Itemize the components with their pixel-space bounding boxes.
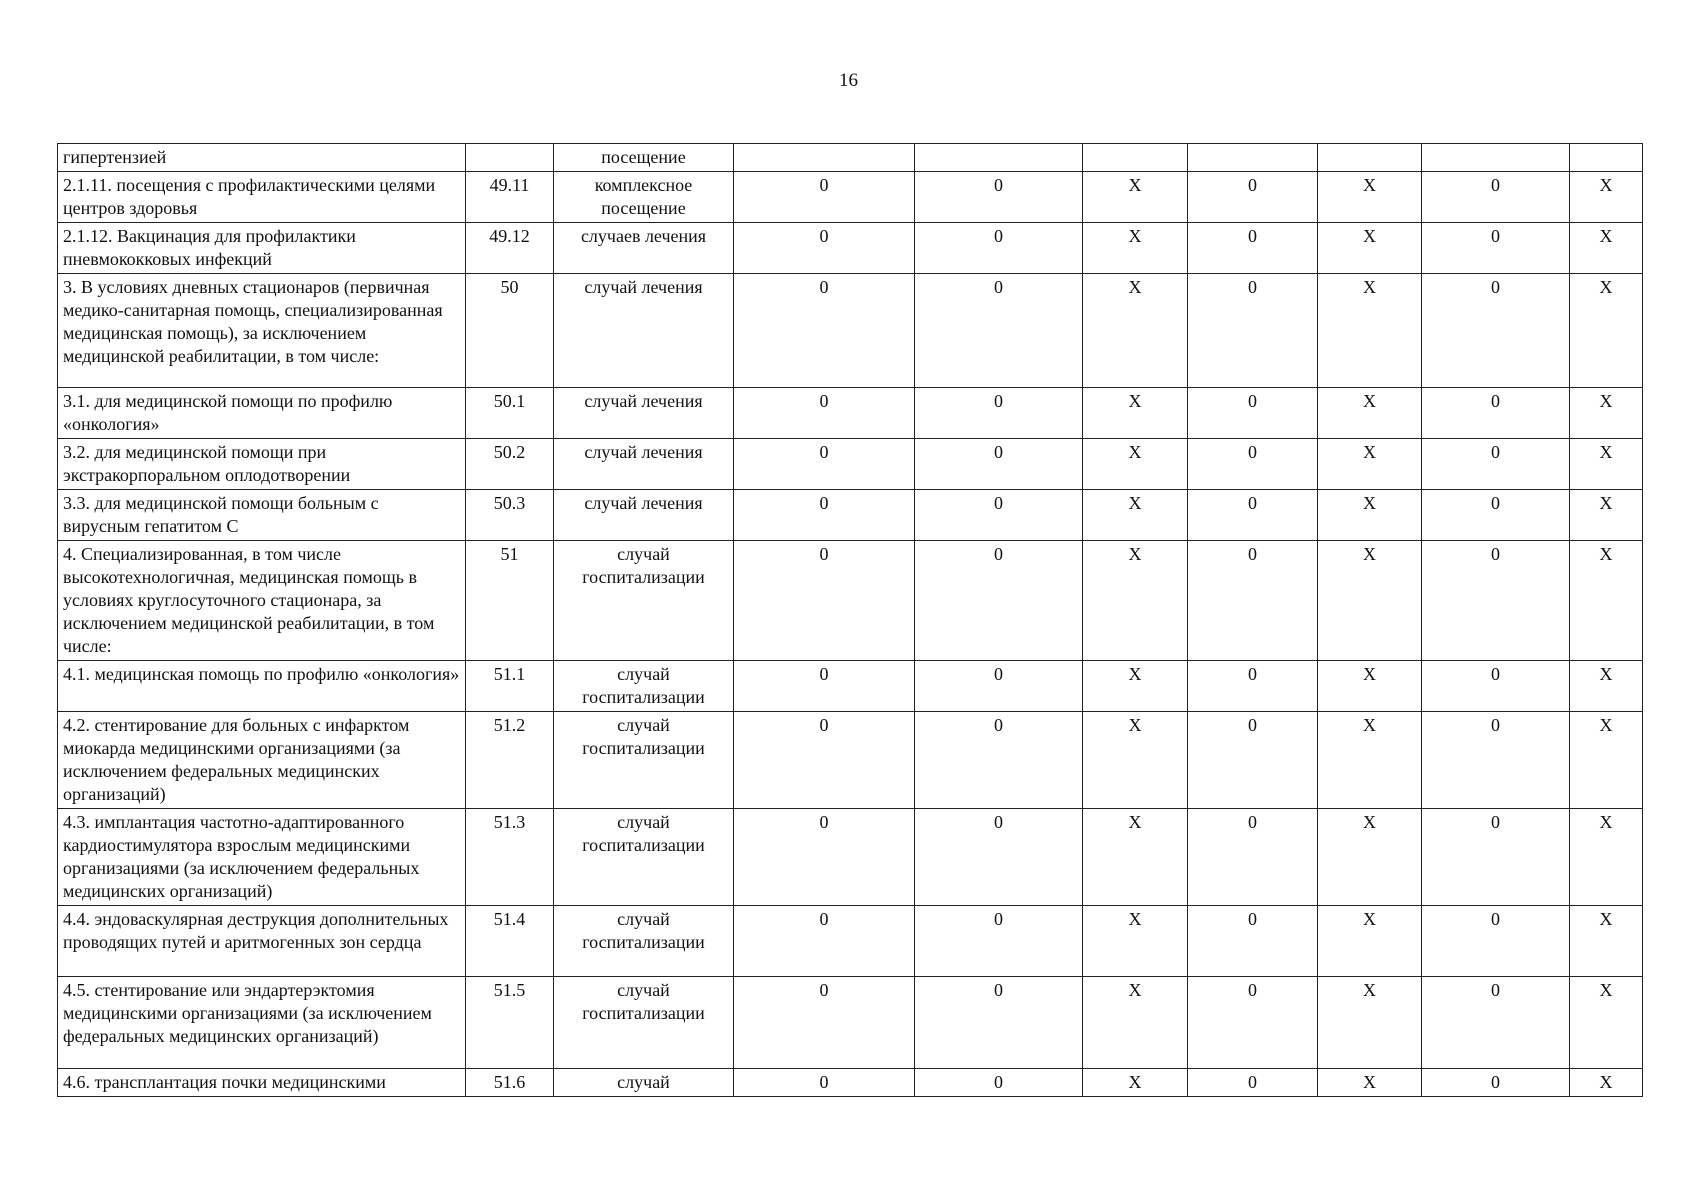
value-cell-5: X — [1318, 388, 1422, 439]
table-row — [58, 661, 1643, 712]
value-cell-4: 0 — [1188, 906, 1318, 977]
row-unit-cell: случай госпитализации — [554, 977, 734, 1069]
value-cell-2 — [915, 144, 1083, 172]
value-cell-7: X — [1570, 490, 1643, 541]
value-cell-7: X — [1570, 1069, 1643, 1097]
row-code-cell: 51.6 — [466, 1069, 554, 1097]
row-unit-cell: случай лечения — [554, 439, 734, 490]
value-cell-7: X — [1570, 712, 1643, 809]
row-name-cell: 4.4. эндоваскулярная деструкция дополнительных проводящих путей и аритмогенных зон сердца — [58, 906, 466, 977]
value-cell-5: X — [1318, 977, 1422, 1069]
row-unit-cell: комплексное посещение — [554, 172, 734, 223]
table-row — [58, 712, 1643, 809]
value-cell-6: 0 — [1422, 541, 1570, 661]
value-cell-3: X — [1083, 172, 1188, 223]
value-cell-4: 0 — [1188, 809, 1318, 906]
row-code-cell: 51.2 — [466, 712, 554, 809]
value-cell-7: X — [1570, 906, 1643, 977]
value-cell-4: 0 — [1188, 1069, 1318, 1097]
row-code-cell: 51.5 — [466, 977, 554, 1069]
row-unit-cell: случай госпитализации — [554, 541, 734, 661]
volume-table — [57, 143, 1643, 1097]
value-cell-6: 0 — [1422, 439, 1570, 490]
value-cell-5: X — [1318, 906, 1422, 977]
row-name-cell: 3.2. для медицинской помощи при экстракорпоральном оплодотворении — [58, 439, 466, 490]
value-cell-5 — [1318, 144, 1422, 172]
value-cell-1: 0 — [734, 490, 915, 541]
value-cell-4: 0 — [1188, 490, 1318, 541]
row-name-cell: 4.3. имплантация частотно-адаптированного кардиостимулятора взрослым медицинскими организациями (за исключением федеральных медицинских организаций) — [58, 809, 466, 906]
value-cell-3: X — [1083, 490, 1188, 541]
row-code-cell: 49.11 — [466, 172, 554, 223]
table-row — [58, 1069, 1643, 1097]
value-cell-2: 0 — [915, 172, 1083, 223]
row-name-cell: 4.6. трансплантация почки медицинскими — [58, 1069, 466, 1097]
value-cell-2: 0 — [915, 439, 1083, 490]
value-cell-6: 0 — [1422, 977, 1570, 1069]
row-code-cell: 51.4 — [466, 906, 554, 977]
value-cell-4: 0 — [1188, 661, 1318, 712]
value-cell-5: X — [1318, 274, 1422, 388]
value-cell-2: 0 — [915, 1069, 1083, 1097]
value-cell-6: 0 — [1422, 906, 1570, 977]
value-cell-2: 0 — [915, 223, 1083, 274]
value-cell-6: 0 — [1422, 388, 1570, 439]
value-cell-4 — [1188, 144, 1318, 172]
row-unit-cell: случай госпитализации — [554, 906, 734, 977]
value-cell-7: X — [1570, 977, 1643, 1069]
value-cell-3: X — [1083, 712, 1188, 809]
value-cell-7: X — [1570, 223, 1643, 274]
row-unit-cell: случай госпитализации — [554, 712, 734, 809]
row-name-cell: 3. В условиях дневных стационаров (первичная медико-санитарная помощь, специализированная медицинская помощь), за исключением медицинской реабилитации, в том числе: — [58, 274, 466, 388]
table-row — [58, 809, 1643, 906]
value-cell-7: X — [1570, 661, 1643, 712]
value-cell-1: 0 — [734, 439, 915, 490]
value-cell-2: 0 — [915, 712, 1083, 809]
value-cell-6: 0 — [1422, 223, 1570, 274]
value-cell-1: 0 — [734, 223, 915, 274]
row-code-cell: 50.1 — [466, 388, 554, 439]
row-unit-cell: посещение — [554, 144, 734, 172]
row-unit-cell: случай — [554, 1069, 734, 1097]
value-cell-4: 0 — [1188, 388, 1318, 439]
value-cell-7: X — [1570, 172, 1643, 223]
value-cell-2: 0 — [915, 274, 1083, 388]
table-row — [58, 439, 1643, 490]
value-cell-3: X — [1083, 809, 1188, 906]
value-cell-7: X — [1570, 274, 1643, 388]
value-cell-5: X — [1318, 661, 1422, 712]
value-cell-3 — [1083, 144, 1188, 172]
value-cell-4: 0 — [1188, 541, 1318, 661]
value-cell-4: 0 — [1188, 172, 1318, 223]
row-name-cell: 3.1. для медицинской помощи по профилю «онкология» — [58, 388, 466, 439]
row-name-cell: 4. Специализированная, в том числе высокотехнологичная, медицинская помощь в условиях круглосуточного стационара, за исключением медицинской реабилитации, в том числе: — [58, 541, 466, 661]
row-unit-cell: случай лечения — [554, 490, 734, 541]
value-cell-5: X — [1318, 1069, 1422, 1097]
value-cell-2: 0 — [915, 906, 1083, 977]
value-cell-7: X — [1570, 809, 1643, 906]
value-cell-4: 0 — [1188, 223, 1318, 274]
value-cell-5: X — [1318, 439, 1422, 490]
value-cell-1: 0 — [734, 172, 915, 223]
table-row — [58, 172, 1643, 223]
row-name-cell: 3.3. для медицинской помощи больным с вирусным гепатитом С — [58, 490, 466, 541]
value-cell-1: 0 — [734, 906, 915, 977]
value-cell-2: 0 — [915, 977, 1083, 1069]
value-cell-4: 0 — [1188, 439, 1318, 490]
value-cell-3: X — [1083, 906, 1188, 977]
value-cell-2: 0 — [915, 661, 1083, 712]
value-cell-1: 0 — [734, 712, 915, 809]
table-row — [58, 274, 1643, 388]
value-cell-1: 0 — [734, 977, 915, 1069]
value-cell-7: X — [1570, 541, 1643, 661]
value-cell-5: X — [1318, 490, 1422, 541]
row-code-cell: 51.3 — [466, 809, 554, 906]
table-row — [58, 977, 1643, 1069]
value-cell-6: 0 — [1422, 712, 1570, 809]
table-row — [58, 541, 1643, 661]
row-code-cell: 50 — [466, 274, 554, 388]
value-cell-5: X — [1318, 541, 1422, 661]
table-row — [58, 388, 1643, 439]
row-code-cell: 50.2 — [466, 439, 554, 490]
table-body — [58, 144, 1643, 1097]
value-cell-2: 0 — [915, 490, 1083, 541]
row-name-cell: 4.5. стентирование или эндартерэктомия медицинскими организациями (за исключением федеральных медицинских организаций) — [58, 977, 466, 1069]
row-unit-cell: случай лечения — [554, 274, 734, 388]
value-cell-1: 0 — [734, 274, 915, 388]
value-cell-6: 0 — [1422, 661, 1570, 712]
value-cell-3: X — [1083, 274, 1188, 388]
value-cell-6 — [1422, 144, 1570, 172]
value-cell-5: X — [1318, 809, 1422, 906]
value-cell-1: 0 — [734, 1069, 915, 1097]
value-cell-3: X — [1083, 1069, 1188, 1097]
value-cell-3: X — [1083, 223, 1188, 274]
value-cell-1 — [734, 144, 915, 172]
value-cell-3: X — [1083, 541, 1188, 661]
value-cell-1: 0 — [734, 541, 915, 661]
row-unit-cell: случаев лечения — [554, 223, 734, 274]
value-cell-7: X — [1570, 388, 1643, 439]
row-name-cell: 4.1. медицинская помощь по профилю «онкология» — [58, 661, 466, 712]
value-cell-6: 0 — [1422, 490, 1570, 541]
page-number: 16 — [839, 70, 858, 91]
value-cell-5: X — [1318, 712, 1422, 809]
row-code-cell — [466, 144, 554, 172]
row-code-cell: 51 — [466, 541, 554, 661]
row-unit-cell: случай госпитализации — [554, 809, 734, 906]
table-row — [58, 223, 1643, 274]
row-code-cell: 49.12 — [466, 223, 554, 274]
value-cell-3: X — [1083, 661, 1188, 712]
table-row — [58, 490, 1643, 541]
table-row — [58, 144, 1643, 172]
value-cell-6: 0 — [1422, 1069, 1570, 1097]
value-cell-5: X — [1318, 172, 1422, 223]
value-cell-3: X — [1083, 439, 1188, 490]
value-cell-1: 0 — [734, 809, 915, 906]
value-cell-3: X — [1083, 977, 1188, 1069]
row-unit-cell: случай госпитализации — [554, 661, 734, 712]
value-cell-5: X — [1318, 223, 1422, 274]
value-cell-6: 0 — [1422, 809, 1570, 906]
value-cell-3: X — [1083, 388, 1188, 439]
value-cell-6: 0 — [1422, 274, 1570, 388]
row-code-cell: 51.1 — [466, 661, 554, 712]
table-row — [58, 906, 1643, 977]
row-name-cell: гипертензией — [58, 144, 466, 172]
value-cell-7 — [1570, 144, 1643, 172]
value-cell-4: 0 — [1188, 977, 1318, 1069]
row-unit-cell: случай лечения — [554, 388, 734, 439]
value-cell-2: 0 — [915, 388, 1083, 439]
row-code-cell: 50.3 — [466, 490, 554, 541]
value-cell-4: 0 — [1188, 274, 1318, 388]
value-cell-1: 0 — [734, 661, 915, 712]
value-cell-1: 0 — [734, 388, 915, 439]
value-cell-2: 0 — [915, 541, 1083, 661]
row-name-cell: 2.1.11. посещения с профилактическими целями центров здоровья — [58, 172, 466, 223]
value-cell-6: 0 — [1422, 172, 1570, 223]
value-cell-2: 0 — [915, 809, 1083, 906]
row-name-cell: 4.2. стентирование для больных с инфарктом миокарда медицинскими организациями (за исключением федеральных медицинских организаций) — [58, 712, 466, 809]
value-cell-4: 0 — [1188, 712, 1318, 809]
row-name-cell: 2.1.12. Вакцинация для профилактики пневмококковых инфекций — [58, 223, 466, 274]
value-cell-7: X — [1570, 439, 1643, 490]
